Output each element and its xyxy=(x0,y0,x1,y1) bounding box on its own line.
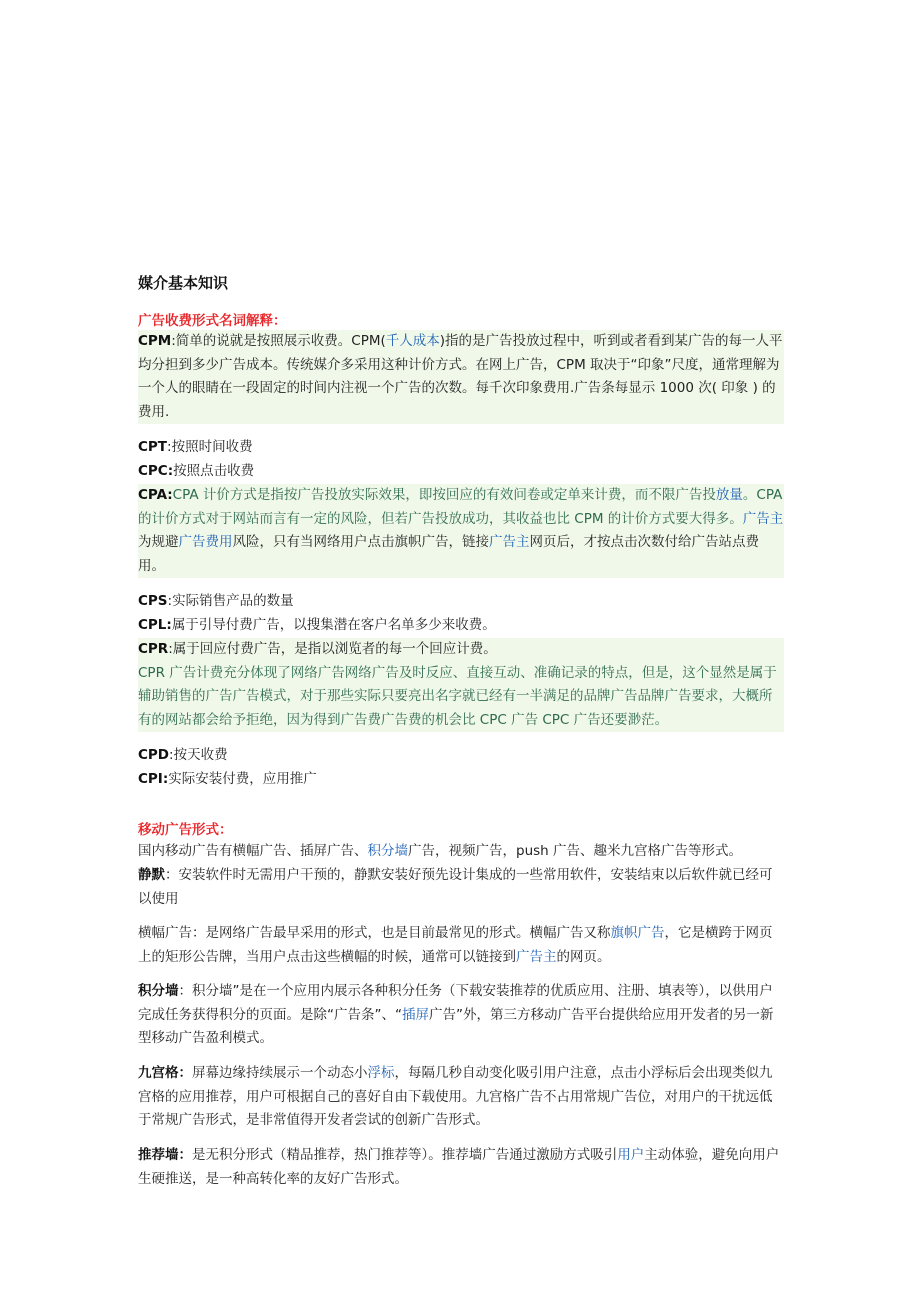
cpa-text-4: 风险，只有当网络用户点击旗帜广告，链接 xyxy=(232,534,489,550)
banner-text-3: 的网页。 xyxy=(556,948,611,965)
section-heading-fees: 广告收费形式名词解释： xyxy=(138,313,287,329)
cpc-line xyxy=(138,460,784,484)
link-guanggaozhu[interactable]: 广告主 xyxy=(742,510,784,527)
term-wall: 积分墙 xyxy=(138,983,179,999)
term-cpd: CPD xyxy=(138,747,170,763)
recommend-paragraph xyxy=(138,1144,784,1191)
term-cpl: CPL: xyxy=(138,617,172,633)
cpl-line xyxy=(138,614,784,638)
page-title: 媒介基本知识 xyxy=(138,274,229,292)
cpi-line xyxy=(138,768,784,792)
grid-text: 屏幕边缘持续展示一个动态小 xyxy=(192,1065,368,1081)
link-qizhi-guanggao[interactable]: 旗帜广告 xyxy=(610,925,665,941)
jingmo-text: ：安装软件时无需用户干预的，静默安装好预先设计集成的一些常用软件，安装结束以后软件就已经可以使用 xyxy=(138,867,773,907)
grid-text-2: ，每隔几秒自动变化吸引用户注意，点击小浮标后会出现类似九宫格的应用推荐，用户可根据自己的喜好自由下载使用。九宫格广告不占用常规广告位，对用户的干扰远低于常规广告形式，是非常值得开发者尝试的创新广告形式。 xyxy=(138,1065,773,1128)
term-cpr: CPR xyxy=(138,641,169,657)
cpi-text: 实际安装付费，应用推广 xyxy=(168,771,317,787)
term-cpa: CPA: xyxy=(138,487,173,503)
cpa-text-3: 为规避 xyxy=(138,534,179,550)
term-cpm: CPM xyxy=(138,333,172,349)
link-qianren-chengben[interactable]: 千人成本 xyxy=(385,333,440,349)
cpa-text-5: 网页后，才按点击次数付给广告站点费用。 xyxy=(138,534,759,574)
recommend-text: 是无积分形式（精品推荐，热门推荐等）。推荐墙广告通过激励方式吸引 xyxy=(192,1147,618,1163)
wall-text-2: 广告”外，第三方移动广告平台提供给应用开发者的另一新型移动广告盈利模式。 xyxy=(138,1006,774,1046)
term-cpc: CPC: xyxy=(138,463,174,479)
banner-text: 横幅广告：是网络广告最早采用的形式，也是目前最常见的形式。横幅广告又称 xyxy=(138,925,611,941)
link-jifenqiang[interactable]: 积分墙 xyxy=(367,843,408,859)
cpt-line xyxy=(138,436,784,460)
cpa-text-2: 。CPA 的计价方式对于网站而言有一定的风险，但若广告投放成功，其收益也比 CPM 的计价方式要大得多。 xyxy=(138,487,783,527)
banner-paragraph xyxy=(138,922,784,969)
banner-text-2: ，它是横跨于网页上的矩形公告牌，当用户点击这些横幅的时候，通常可以链接到 xyxy=(138,925,773,965)
cps-text: :实际销售产品的数量 xyxy=(167,593,294,609)
cpc-text: 按照点击收费 xyxy=(173,463,255,479)
grid-paragraph xyxy=(138,1062,784,1133)
mobile-intro xyxy=(138,840,784,864)
cpm-text-2: )指的是广告投放过程中，听到或者看到某广告的每一人平均分担到多少广告成本。传统媒介多采用这种计价方式。在网上广告，CPM 取决于“印象”尺度，通常理解为一个人的眼睛在一段固定的时间内注视一个广告的次数。每千次印象费用.广告条每显示 1000 次( 印象 ) 的费用. xyxy=(138,333,783,420)
cps-line xyxy=(138,590,784,614)
term-cpi: CPI: xyxy=(138,771,169,787)
cpm-text: :简单的说就是按照展示收费。CPM( xyxy=(171,333,386,349)
mobile-intro-text: 国内移动广告有横幅广告、插屏广告、 xyxy=(138,843,368,859)
wall-paragraph xyxy=(138,980,784,1051)
term-jingmo: 静默 xyxy=(138,867,165,883)
link-fangliang[interactable]: 放量 xyxy=(715,487,743,503)
cpr-paragraph xyxy=(138,638,784,732)
cpr-detail: CPR 广告计费充分体现了网络广告网络广告及时反应、直接互动、准确记录的特点，但是，这个显然是属于辅助销售的广告广告模式，对于那些实际只要亮出名字就已经有一半满足的品牌广告品牌广告要求，大概所有的网站都会给予拒绝，因为得到广告费广告费的机会比 CPC 广告 CPC 广告还要渺茫。 xyxy=(138,664,777,728)
recommend-text-2: 主动体验，避免向用户生硬推送，是一种高转化率的友好广告形式。 xyxy=(138,1147,780,1187)
link-guanggaozhu-3[interactable]: 广告主 xyxy=(516,948,557,965)
cpr-text: :属于回应付费广告，是指以浏览者的每一个回应计费。 xyxy=(168,641,497,657)
link-guanggao-feiyong[interactable]: 广告费用 xyxy=(178,534,233,550)
link-chaping[interactable]: 插屏 xyxy=(401,1006,429,1023)
cpd-line xyxy=(138,744,784,768)
jingmo-paragraph xyxy=(138,864,784,911)
wall-text: ：积分墙”是在一个应用内展示各种积分任务（下载安装推荐的优质应用、注册、填表等），以供用户完成任务获得积分的页面。是除“广告条”、“ xyxy=(138,983,773,1023)
cpl-text: 属于引导付费广告，以搜集潜在客户名单多少来收费。 xyxy=(171,617,496,633)
link-guanggaozhu-2[interactable]: 广告主 xyxy=(489,534,530,550)
term-recommend: 推荐墙： xyxy=(138,1147,192,1163)
term-grid: 九宫格： xyxy=(138,1065,192,1081)
cpa-paragraph xyxy=(138,484,784,578)
cpt-text: :按照时间收费 xyxy=(167,439,253,455)
term-cpt: CPT xyxy=(138,439,168,455)
mobile-intro-text-2: 广告，视频广告，push 广告、趣米九宫格广告等形式。 xyxy=(408,843,743,859)
section-heading-mobile: 移动广告形式： xyxy=(138,822,233,838)
cpd-text: :按天收费 xyxy=(169,747,228,763)
link-yonghu[interactable]: 用户 xyxy=(617,1147,645,1163)
term-cps: CPS xyxy=(138,593,168,609)
link-fubiao[interactable]: 浮标 xyxy=(367,1065,395,1081)
cpa-text: CPA 计价方式是指按广告投放实际效果，即按回应的有效问卷或定单来计费，而不限广告投 xyxy=(172,487,716,503)
cpm-paragraph xyxy=(138,330,784,424)
